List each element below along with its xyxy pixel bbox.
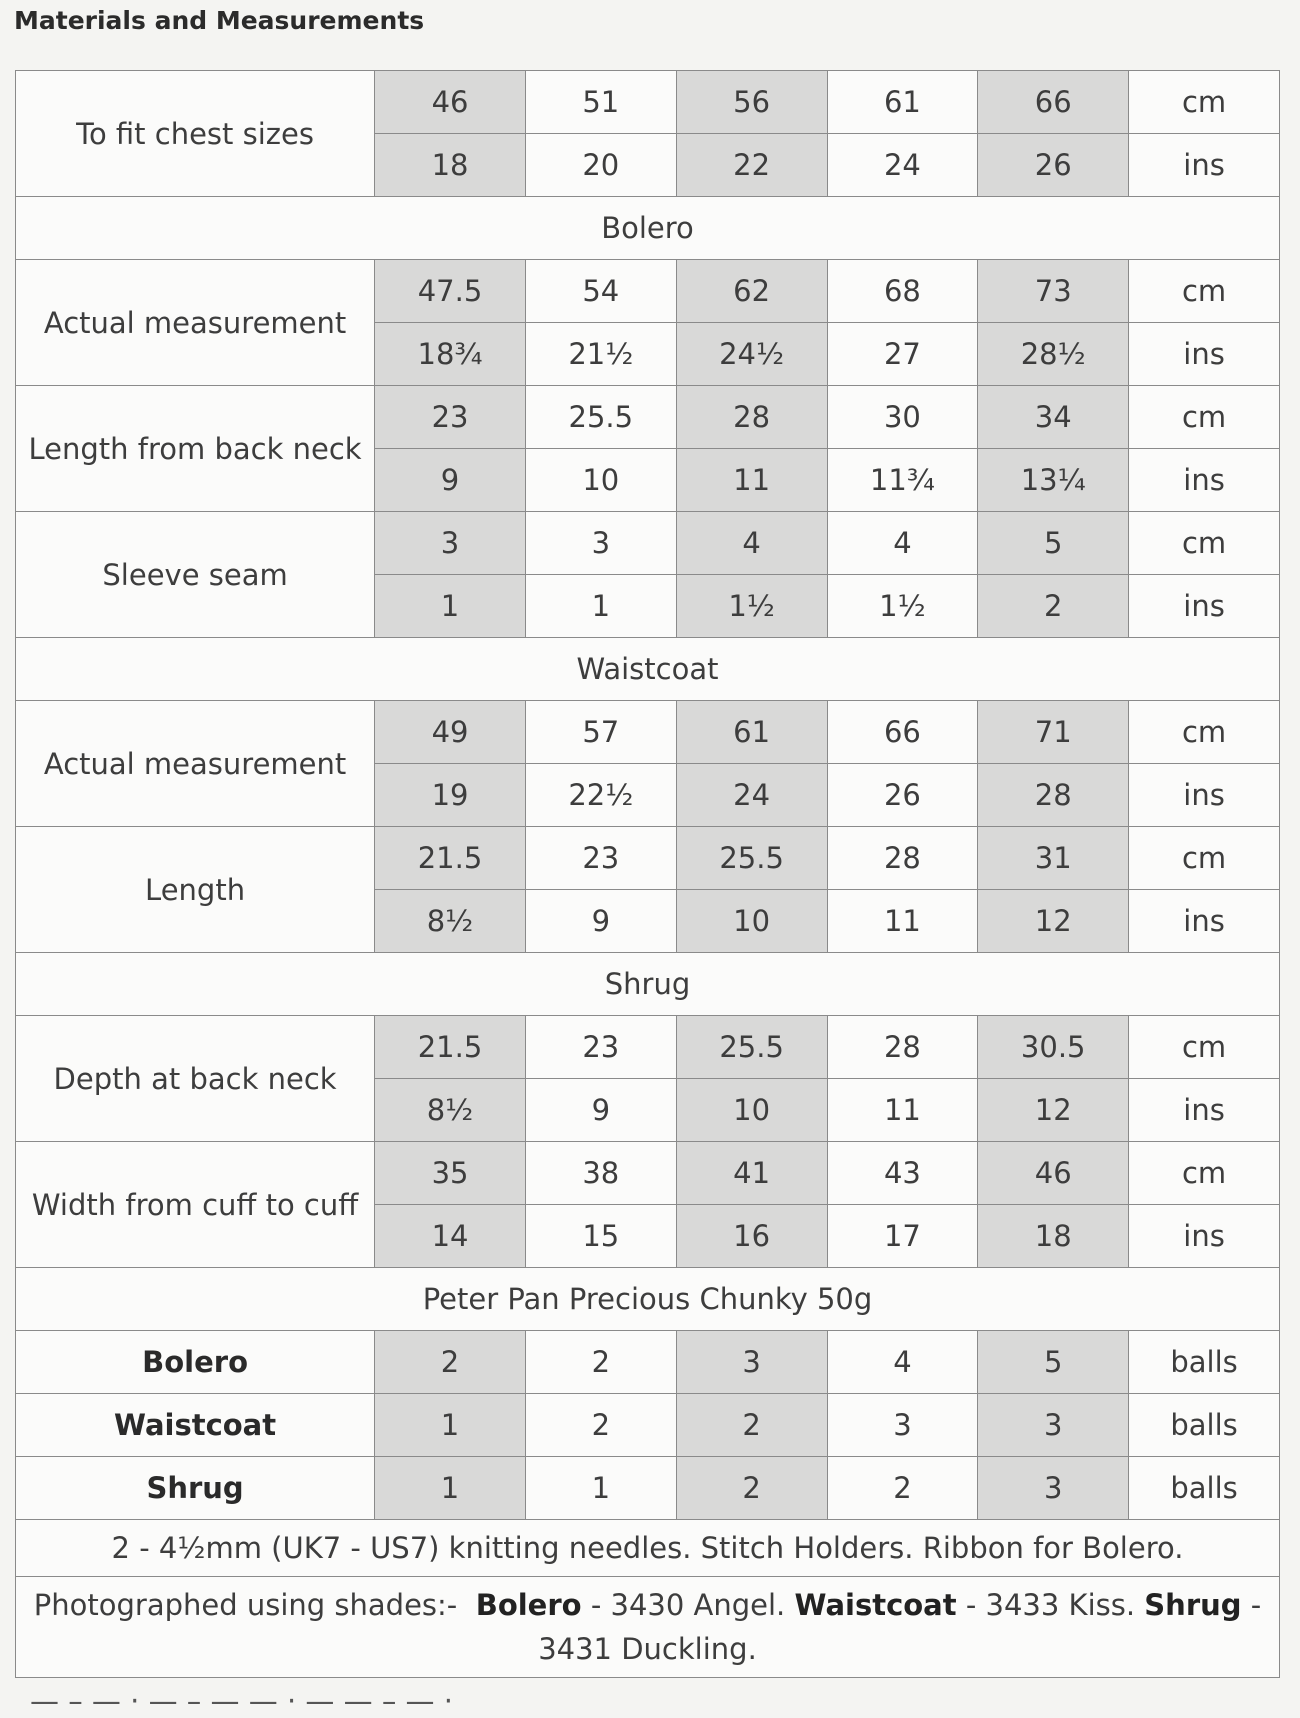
table-cell: 3: [676, 1331, 827, 1394]
table-cell: 27: [827, 323, 978, 386]
unit-cell: cm: [1129, 1016, 1280, 1079]
table-cell: 11: [827, 1079, 978, 1142]
table-cell: 23: [375, 386, 526, 449]
table-cell: 22½: [525, 764, 676, 827]
table-row: [16, 701, 1280, 764]
table-cell: 21½: [525, 323, 676, 386]
table-cell: 24: [827, 134, 978, 197]
table-cell: 24: [676, 764, 827, 827]
table-cell: 38: [525, 1142, 676, 1205]
unit-cell: cm: [1129, 701, 1280, 764]
table-cell: 4: [827, 1331, 978, 1394]
table-row: [16, 1394, 1280, 1457]
table-cell: 18: [978, 1205, 1129, 1268]
table-cell: 31: [978, 827, 1129, 890]
table-cell: 8½: [375, 1079, 526, 1142]
table-row: [16, 386, 1280, 449]
table-cell: 25.5: [525, 386, 676, 449]
section-row: [16, 953, 1280, 1016]
table-cell: 8½: [375, 890, 526, 953]
row-label-yarn-waistcoat: Waistcoat: [16, 1394, 375, 1457]
row-label-chest: To fit chest sizes: [16, 71, 375, 197]
table-cell: 61: [676, 701, 827, 764]
unit-cell: ins: [1129, 134, 1280, 197]
table-cell: 16: [676, 1205, 827, 1268]
table-cell: 73: [978, 260, 1129, 323]
unit-cell: ins: [1129, 764, 1280, 827]
unit-cell: balls: [1129, 1457, 1280, 1520]
table-cell: 2: [375, 1331, 526, 1394]
table-cell: 13¼: [978, 449, 1129, 512]
table-row: [16, 1142, 1280, 1205]
row-label-bolero-length: Length from back neck: [16, 386, 375, 512]
table-cell: 2: [676, 1394, 827, 1457]
table-row: [16, 512, 1280, 575]
row-label-shrug-depth: Depth at back neck: [16, 1016, 375, 1142]
table-cell: 25.5: [676, 1016, 827, 1079]
table-cell: 1½: [676, 575, 827, 638]
table-cell: 30: [827, 386, 978, 449]
table-cell: 2: [525, 1394, 676, 1457]
section-row: [16, 1268, 1280, 1331]
table-cell: 34: [978, 386, 1129, 449]
table-cell: 11¾: [827, 449, 978, 512]
row-label-yarn-bolero: Bolero: [16, 1331, 375, 1394]
table-cell: 11: [827, 890, 978, 953]
table-cell: 26: [978, 134, 1129, 197]
unit-cell: balls: [1129, 1331, 1280, 1394]
table-row: [16, 1016, 1280, 1079]
table-cell: 2: [827, 1457, 978, 1520]
row-label-shrug-width: Width from cuff to cuff: [16, 1142, 375, 1268]
unit-cell: cm: [1129, 71, 1280, 134]
table-cell: 3: [978, 1394, 1129, 1457]
table-cell: 28: [827, 1016, 978, 1079]
shade-waistcoat-value: - 3433 Kiss.: [965, 1588, 1136, 1622]
table-row: [16, 71, 1280, 134]
table-cell: 71: [978, 701, 1129, 764]
table-cell: 19: [375, 764, 526, 827]
section-title-waistcoat: Waistcoat: [16, 638, 1280, 701]
unit-cell: ins: [1129, 1079, 1280, 1142]
section-title-shrug: Shrug: [16, 953, 1280, 1016]
table-cell: 1: [375, 1394, 526, 1457]
section-title-yarn: Peter Pan Precious Chunky 50g: [16, 1268, 1280, 1331]
measurements-table: [15, 70, 1280, 1678]
unit-cell: ins: [1129, 449, 1280, 512]
table-cell: 9: [375, 449, 526, 512]
unit-cell: cm: [1129, 512, 1280, 575]
table-cell: 68: [827, 260, 978, 323]
table-cell: 62: [676, 260, 827, 323]
row-label-yarn-shrug: Shrug: [16, 1457, 375, 1520]
table-cell: 2: [978, 575, 1129, 638]
row-label-waistcoat-actual: Actual measurement: [16, 701, 375, 827]
table-cell: 1½: [827, 575, 978, 638]
table-cell: 17: [827, 1205, 978, 1268]
table-cell: 1: [375, 575, 526, 638]
table-cell: 56: [676, 71, 827, 134]
table-cell: 12: [978, 1079, 1129, 1142]
table-cell: 61: [827, 71, 978, 134]
unit-cell: cm: [1129, 260, 1280, 323]
unit-cell: balls: [1129, 1394, 1280, 1457]
table-cell: 54: [525, 260, 676, 323]
table-cell: 23: [525, 1016, 676, 1079]
table-cell: 2: [525, 1331, 676, 1394]
unit-cell: ins: [1129, 323, 1280, 386]
table-cell: 10: [676, 1079, 827, 1142]
shade-bolero-name: Bolero: [475, 1588, 582, 1622]
table-cell: 3: [978, 1457, 1129, 1520]
table-cell: 30.5: [978, 1016, 1129, 1079]
table-cell: 1: [525, 1457, 676, 1520]
shade-waistcoat-name: Waistcoat: [794, 1588, 957, 1622]
row-label-waistcoat-length: Length: [16, 827, 375, 953]
table-cell: 43: [827, 1142, 978, 1205]
table-cell: 3: [375, 512, 526, 575]
table-cell: 41: [676, 1142, 827, 1205]
notes-row: [16, 1577, 1280, 1678]
table-row: [16, 1331, 1280, 1394]
table-cell: 51: [525, 71, 676, 134]
table-cell: 21.5: [375, 1016, 526, 1079]
unit-cell: ins: [1129, 575, 1280, 638]
table-cell: 28: [827, 827, 978, 890]
unit-cell: ins: [1129, 1205, 1280, 1268]
page-title: Materials and Measurements: [14, 6, 425, 35]
table-cell: 1: [525, 575, 676, 638]
table-cell: 47.5: [375, 260, 526, 323]
unit-cell: ins: [1129, 890, 1280, 953]
table-cell: 20: [525, 134, 676, 197]
table-row: [16, 260, 1280, 323]
table-cell: 18¾: [375, 323, 526, 386]
table-cell: 12: [978, 890, 1129, 953]
table-cell: 25.5: [676, 827, 827, 890]
table-row: [16, 1457, 1280, 1520]
section-title-bolero: Bolero: [16, 197, 1280, 260]
table-cell: 4: [827, 512, 978, 575]
row-label-bolero-sleeve: Sleeve seam: [16, 512, 375, 638]
row-label-bolero-actual: Actual measurement: [16, 260, 375, 386]
shade-shrug-value: - 3431 Duckling.: [538, 1588, 1262, 1666]
table-cell: 49: [375, 701, 526, 764]
table-cell: 22: [676, 134, 827, 197]
shade-shrug-name: Shrug: [1144, 1588, 1242, 1622]
unit-cell: cm: [1129, 827, 1280, 890]
table-cell: 24½: [676, 323, 827, 386]
needles-note: 2 - 4½mm (UK7 - US7) knitting needles. Stitch Holders. Ribbon for Bolero.: [16, 1520, 1280, 1577]
table-cell: 15: [525, 1205, 676, 1268]
table-cell: 11: [676, 449, 827, 512]
table-cell: 14: [375, 1205, 526, 1268]
notes-row: [16, 1520, 1280, 1577]
table-cell: 18: [375, 134, 526, 197]
table-cell: 35: [375, 1142, 526, 1205]
table-cell: 9: [525, 1079, 676, 1142]
shade-bolero-value: - 3430 Angel.: [590, 1588, 786, 1622]
table-row: [16, 827, 1280, 890]
unit-cell: cm: [1129, 386, 1280, 449]
shades-intro: Photographed using shades:-: [33, 1588, 458, 1622]
table-cell: 23: [525, 827, 676, 890]
table-cell: 66: [978, 71, 1129, 134]
shades-note: [16, 1577, 1280, 1678]
table-cell: 10: [525, 449, 676, 512]
table-cell: 46: [375, 71, 526, 134]
table-cell: 4: [676, 512, 827, 575]
cutoff-text: — – — · — – — — · — — – — ·: [30, 1684, 453, 1718]
table-cell: 3: [827, 1394, 978, 1457]
section-row: [16, 197, 1280, 260]
table-cell: 26: [827, 764, 978, 827]
table-cell: 2: [676, 1457, 827, 1520]
table-cell: 3: [525, 512, 676, 575]
table-cell: 1: [375, 1457, 526, 1520]
table-cell: 28: [676, 386, 827, 449]
table-cell: 66: [827, 701, 978, 764]
table-cell: 10: [676, 890, 827, 953]
table-cell: 5: [978, 1331, 1129, 1394]
table-cell: 28½: [978, 323, 1129, 386]
unit-cell: cm: [1129, 1142, 1280, 1205]
table-cell: 5: [978, 512, 1129, 575]
table-cell: 21.5: [375, 827, 526, 890]
table-cell: 57: [525, 701, 676, 764]
table-cell: 28: [978, 764, 1129, 827]
section-row: [16, 638, 1280, 701]
table-cell: 46: [978, 1142, 1129, 1205]
table-cell: 9: [525, 890, 676, 953]
